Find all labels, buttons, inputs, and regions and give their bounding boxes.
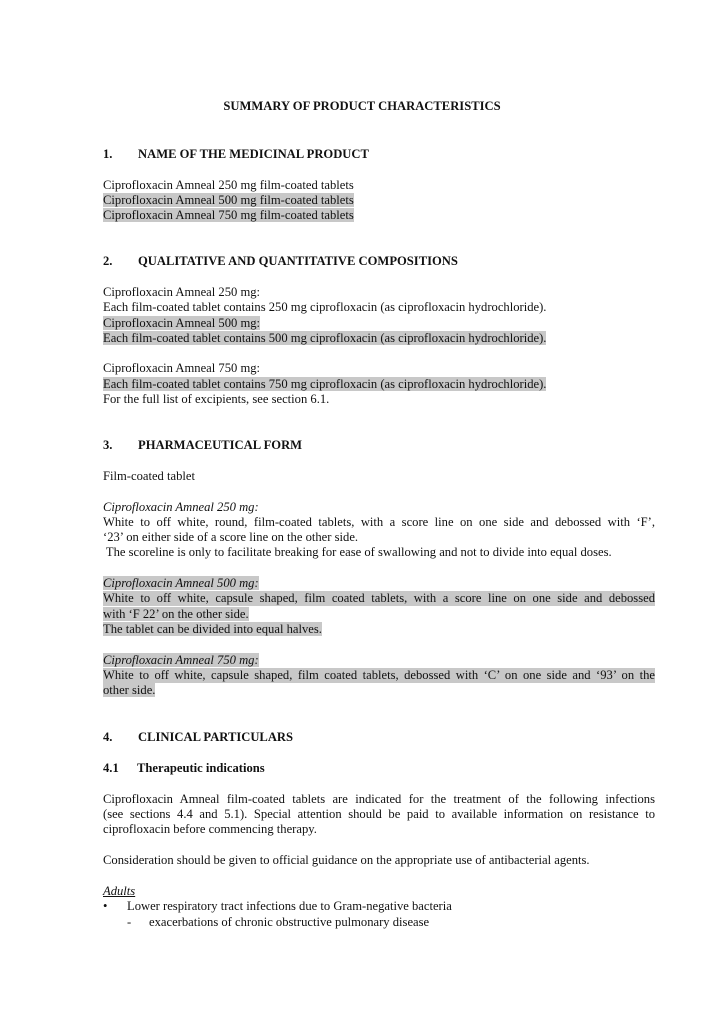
indications-line-1: Ciprofloxacin Amneal film-coated tablets are indicated for the treatment of the following infections <box>103 792 655 806</box>
subsection-4-1-number: 4.1 <box>103 761 119 775</box>
composition-250-label: Ciprofloxacin Amneal 250 mg: <box>103 285 261 299</box>
form-500-line-1: White to off white, capsule shaped, film coated tablets, with a score line on one side and debossed <box>103 591 655 605</box>
section-1-title: NAME OF THE MEDICINAL PRODUCT <box>138 147 369 161</box>
section-1-number: 1. <box>103 147 113 161</box>
indications-line-3: ciprofloxacin before commencing therapy. <box>103 822 317 836</box>
dash-icon: - <box>127 915 132 929</box>
section-4-title: CLINICAL PARTICULARS <box>138 730 294 744</box>
form-500-line-2: with ‘F 22’ on the other side. <box>103 607 249 621</box>
section-3-number: 3. <box>103 438 113 452</box>
section-2-title: QUALITATIVE AND QUANTITATIVE COMPOSITIONS <box>138 254 458 268</box>
section-3-title: PHARMACEUTICAL FORM <box>138 438 303 452</box>
subsection-4-1-heading <box>103 761 265 776</box>
form-750-label: Ciprofloxacin Amneal 750 mg: <box>103 653 259 667</box>
bullet-icon: • <box>103 899 108 913</box>
form-250-line-3: The scoreline is only to facilitate breaking for ease of swallowing and not to divide into equal doses. <box>103 545 612 559</box>
form-750-line-2: other side. <box>103 683 156 697</box>
section-2-heading <box>103 254 458 269</box>
subsection-4-1-title: Therapeutic indications <box>137 761 265 775</box>
guidance-paragraph: Consideration should be given to official guidance on the appropriate use of antibacterial agents. <box>103 853 590 867</box>
document-title: SUMMARY OF PRODUCT CHARACTERISTICS <box>223 99 501 113</box>
form-500-line-3: The tablet can be divided into equal halves. <box>103 622 322 636</box>
adults-heading: Adults <box>103 884 136 898</box>
section-4-heading <box>103 730 293 745</box>
section-3-heading <box>103 438 302 453</box>
product-name-750: Ciprofloxacin Amneal 750 mg film-coated tablets <box>103 208 354 222</box>
indication-bullet-1: Lower respiratory tract infections due to Gram-negative bacteria <box>127 899 452 913</box>
composition-750-label: Ciprofloxacin Amneal 750 mg: <box>103 361 261 375</box>
form-500-label: Ciprofloxacin Amneal 500 mg: <box>103 576 259 590</box>
indications-line-2: (see sections 4.4 and 5.1). Special attention should be paid to available information on resistance to <box>103 807 655 821</box>
form-750-line-1: White to off white, capsule shaped, film coated tablets, debossed with ‘C’ on one side and ‘93’ on the <box>103 668 655 682</box>
composition-500-text: Each film-coated tablet contains 500 mg ciprofloxacin (as ciprofloxacin hydrochloride). <box>103 331 547 345</box>
section-1-heading <box>103 147 369 162</box>
composition-750-text: Each film-coated tablet contains 750 mg ciprofloxacin (as ciprofloxacin hydrochloride). <box>103 377 547 391</box>
excipients-note: For the full list of excipients, see section 6.1. <box>103 392 330 406</box>
pharmaceutical-form: Film-coated tablet <box>103 469 195 483</box>
composition-250-text: Each film-coated tablet contains 250 mg ciprofloxacin (as ciprofloxacin hydrochloride). <box>103 300 547 314</box>
section-4-number: 4. <box>103 730 113 744</box>
indication-dash-1: exacerbations of chronic obstructive pulmonary disease <box>149 915 430 929</box>
form-250-line-1: White to off white, round, film-coated tablets, with a score line on one side and debossed with ‘F’, <box>103 515 655 529</box>
form-250-line-2: ‘23’ on either side of a score line on the other side. <box>103 530 359 544</box>
section-2-number: 2. <box>103 254 113 268</box>
form-250-label: Ciprofloxacin Amneal 250 mg: <box>103 500 259 514</box>
product-name-500: Ciprofloxacin Amneal 500 mg film-coated tablets <box>103 193 354 207</box>
composition-500-label: Ciprofloxacin Amneal 500 mg: <box>103 316 261 330</box>
product-name-250: Ciprofloxacin Amneal 250 mg film-coated tablets <box>103 178 354 192</box>
